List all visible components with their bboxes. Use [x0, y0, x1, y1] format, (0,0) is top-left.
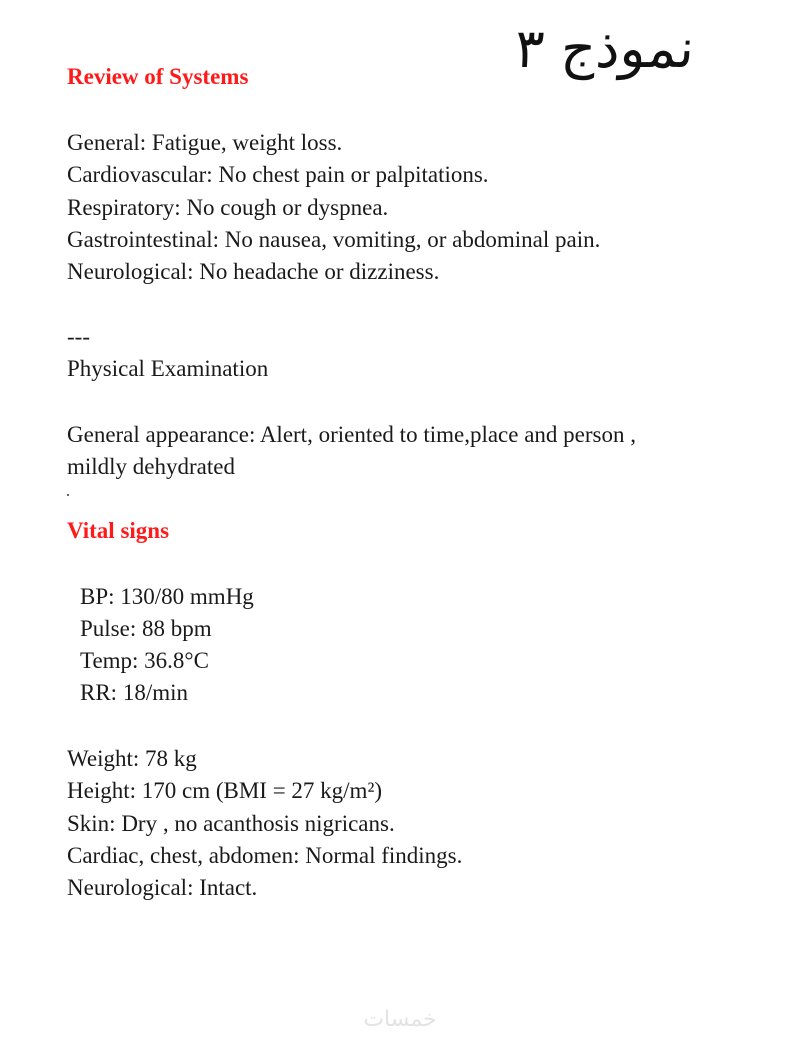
measurement-line: Skin: Dry , no acanthosis nigricans.	[67, 811, 395, 836]
vital-signs-heading: Vital signs	[67, 518, 170, 543]
section-separator: ---	[67, 324, 90, 349]
measurement-line: Cardiac, chest, abdomen: Normal findings.	[67, 843, 463, 868]
physical-exam-heading: Physical Examination	[67, 356, 269, 381]
watermark: خمسات	[363, 1007, 437, 1032]
ros-line: Respiratory: No cough or dyspnea.	[67, 195, 389, 220]
vital-sign-item: RR: 18/min	[80, 680, 188, 705]
ros-line: Neurological: No headache or dizziness.	[67, 259, 440, 284]
general-appearance-line: General appearance: Alert, oriented to time,place and person ,	[67, 422, 636, 447]
handwritten-sample-label: نموذج ٣	[512, 17, 697, 80]
ros-line: Cardiovascular: No chest pain or palpitations.	[67, 162, 489, 187]
vital-sign-item: BP: 130/80 mmHg	[80, 584, 254, 609]
vital-sign-item: Pulse: 88 bpm	[80, 616, 212, 641]
ros-line: General: Fatigue, weight loss.	[67, 130, 343, 155]
measurement-line: Weight: 78 kg	[67, 746, 197, 771]
measurement-line: Height: 170 cm (BMI = 27 kg/m²)	[67, 778, 383, 803]
review-of-systems-heading: Review of Systems	[67, 64, 249, 89]
measurement-line: Neurological: Intact.	[67, 875, 258, 900]
vital-sign-item: Temp: 36.8°C	[80, 648, 209, 673]
general-appearance-line: mildly dehydrated	[67, 454, 235, 479]
ros-line: Gastrointestinal: No nausea, vomiting, or abdominal pain.	[67, 227, 601, 252]
stray-dot	[67, 494, 69, 496]
